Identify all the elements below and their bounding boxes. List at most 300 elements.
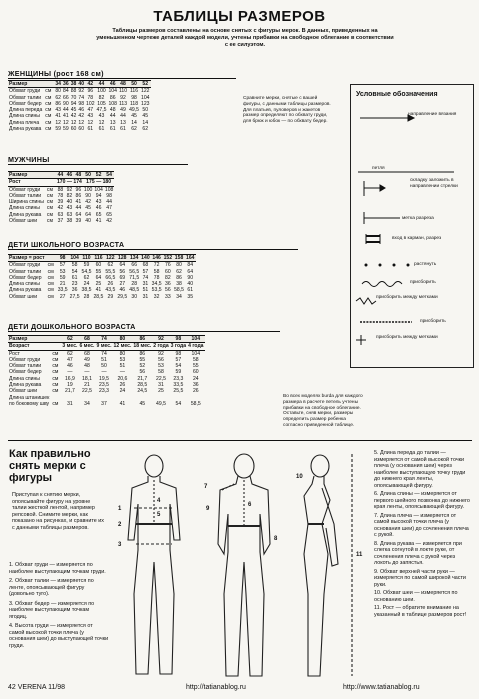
cell: 24: [192, 375, 199, 382]
step-5: 5. Длина переда до талии — измеряется от самой высокой точки плеча (у основания шеи) через наиболее выступающую точку груди до нижнего края ленты, опоясывающей фигуру.: [374, 450, 466, 489]
cell: 6 мес.: [79, 343, 95, 350]
row-label: Длина штанишек: [9, 394, 50, 401]
howto-steps-right: [374, 450, 472, 618]
cell: 24: [83, 281, 90, 288]
gather-wave-icon: [362, 282, 402, 287]
cell: 46: [78, 107, 85, 114]
cell: см: [46, 192, 53, 199]
cell: 43,5: [105, 287, 116, 294]
cell: 98: [57, 255, 69, 262]
cell: 3 года: [170, 343, 187, 350]
cell: 86: [176, 274, 182, 281]
mark-9: 9: [206, 506, 210, 512]
cell: 74: [142, 274, 149, 281]
cell: 55: [139, 356, 146, 363]
mark-3: 3: [118, 542, 122, 548]
cell: 146: [152, 255, 161, 261]
cell: 61: [109, 126, 116, 133]
cell: 54,5: [81, 268, 92, 275]
cell: 82: [98, 94, 105, 101]
cell: 100: [97, 88, 106, 95]
cell: 46: [66, 172, 73, 178]
cell: 66: [63, 94, 69, 101]
cell: 12: [63, 119, 69, 126]
cell: 48: [84, 363, 90, 370]
cell: 86: [75, 192, 82, 199]
cell: 58: [71, 262, 78, 269]
cell: 64: [95, 274, 102, 281]
cell: 72: [153, 262, 160, 269]
cell: 48: [109, 107, 116, 114]
row-label: Длина рукава: [9, 211, 42, 218]
cell: 44: [63, 107, 69, 114]
cell: 134: [129, 255, 139, 261]
cell: 152: [163, 255, 173, 261]
cell: 42: [57, 205, 64, 212]
cell: 33,5: [173, 382, 184, 389]
cell: 56: [164, 287, 171, 294]
women-note: Сравните мерки, снятые с вашей фигуры, с данными таблицы размеров. Для платьев, пуловеров и жакетов размер определяют по обхвату груди, для брюк и юбок — по обхвату бедер.: [243, 96, 331, 125]
row-label: Длина спины: [9, 375, 40, 382]
cell: см: [45, 107, 52, 114]
cell: 47: [106, 205, 112, 212]
cell: 44: [96, 81, 108, 88]
cell: 40: [66, 199, 73, 206]
figure-illustrations: [108, 444, 368, 684]
cell: 33,5: [57, 287, 68, 294]
divider: [8, 249, 298, 250]
step-3: 3. Обхват бедер — измеряется по наиболее выступающим точкам ягодиц.: [9, 600, 95, 620]
cell: 45: [85, 205, 91, 212]
cell: 84: [187, 262, 194, 269]
mark-7: 7: [204, 484, 208, 490]
cell: 23: [71, 281, 78, 288]
cell: 69: [119, 274, 126, 281]
cell: 58,5: [190, 400, 201, 407]
row-label: Обхват талии: [9, 192, 42, 199]
cell: 42: [106, 218, 112, 225]
row-label: Возраст: [8, 343, 51, 350]
cell: 68: [78, 336, 95, 343]
step-6: 6. Длина спины — измеряется от первого шейного позвонка до нижнего края ленты, опоясывающей фигуру.: [374, 491, 470, 510]
cell: 90: [187, 274, 194, 281]
cell: 55,5: [105, 268, 116, 275]
cell: 94: [70, 100, 77, 107]
cell: 47: [67, 356, 73, 363]
cell: 40: [78, 81, 85, 87]
cell: 57: [142, 268, 149, 275]
cell: 64: [75, 211, 82, 218]
cell: 25: [158, 388, 164, 395]
cell: [51, 343, 61, 350]
cell: 32: [153, 293, 160, 300]
cell: 123: [141, 100, 150, 107]
cell: 26: [119, 382, 126, 389]
row-label: Длина рукава: [9, 126, 42, 133]
row-label: Длина рукава: [9, 382, 42, 389]
cell: см: [52, 388, 59, 395]
back-figure-icon: [218, 454, 270, 676]
cell: 70: [70, 94, 77, 101]
cell: 80: [55, 88, 62, 95]
cell: 98: [78, 100, 85, 107]
cell: 37: [101, 400, 107, 407]
row-label: Длина спины: [9, 281, 40, 288]
cell: см: [52, 400, 59, 407]
cell: 27: [59, 293, 66, 300]
cell: 45: [139, 400, 146, 407]
cell: 24: [119, 388, 126, 395]
table-row: [8, 88, 151, 95]
cell: [44, 81, 54, 88]
cell: 66,5: [105, 274, 116, 281]
cell: см: [46, 199, 53, 206]
cell: 57: [59, 262, 66, 269]
cell: 118: [129, 100, 139, 107]
step-11: 11. Рост — обратите внимание на указанный в таблице размеров рост!: [374, 605, 467, 618]
cell: 50: [101, 363, 107, 370]
cell: 28: [83, 293, 90, 300]
cell: 41: [55, 113, 62, 120]
cell: 66: [131, 262, 138, 269]
cell: 36: [192, 382, 199, 389]
cell: 96: [75, 186, 82, 193]
cell: 24,5: [137, 388, 148, 395]
cell: 12: [55, 119, 62, 126]
cell: —: [67, 369, 73, 376]
cell: 23,5: [99, 382, 109, 389]
mark-2: 2: [118, 522, 122, 528]
table-row: [8, 369, 205, 375]
page-number: 42 VERENA 11/98: [8, 684, 66, 691]
cell: 34: [176, 293, 182, 300]
cell: см: [47, 281, 54, 288]
cell: см: [52, 350, 59, 357]
cell: 65: [106, 211, 112, 218]
cell: 104: [94, 186, 103, 193]
cell: 52: [139, 363, 146, 370]
cell: 44: [120, 113, 126, 120]
step-4: 4. Высота груди — измеряется от самой высокой точки плеча (у основания шеи) до выступающей точки груди.: [9, 623, 109, 649]
cell: 20,6: [117, 375, 128, 382]
cell: 52: [140, 81, 151, 88]
cell: 104: [141, 94, 150, 101]
cell: 108: [108, 100, 117, 107]
cell: см: [45, 126, 52, 133]
cell: 26: [107, 281, 114, 288]
cell: 58: [153, 268, 160, 275]
cell: 140: [141, 255, 150, 261]
cell: 62: [61, 336, 78, 343]
cell: 37: [57, 218, 64, 225]
step-2: 2. Обхват талии — измеряется по ленте, опоясывающей фигуру (довольно туго).: [9, 578, 94, 597]
cell: 56,5: [129, 268, 140, 275]
cell: 23,3: [99, 388, 109, 395]
cell: 45: [142, 113, 149, 120]
front-figure-icon: [128, 455, 180, 674]
cell: 62: [67, 350, 73, 357]
cell: 65: [95, 211, 102, 218]
cell: 78: [57, 192, 64, 199]
cell: 41: [95, 287, 102, 294]
row-label: Обхват бедер: [9, 369, 42, 376]
cell: 13: [120, 119, 126, 126]
divider: [8, 331, 280, 332]
cell: [47, 255, 57, 262]
cell: 61: [98, 126, 105, 133]
row-label: Обхват груди: [9, 356, 41, 363]
cell: 54: [104, 172, 115, 179]
cell: 2 года: [153, 343, 169, 350]
cell: 61: [87, 126, 94, 133]
cell: 31: [142, 281, 149, 288]
cell: 100: [83, 186, 93, 193]
watermark-center: http://tatianablog.ru: [186, 684, 246, 691]
cell: см: [46, 211, 53, 218]
cell: 56: [158, 356, 164, 363]
howto-steps-left: [9, 562, 109, 649]
cell: 90: [85, 192, 91, 199]
cell: 164: [186, 255, 195, 261]
cell: 60: [164, 268, 171, 275]
cell: 96: [87, 88, 94, 95]
header-row: [8, 255, 196, 262]
cell: 105: [97, 100, 106, 107]
cell: 86: [109, 94, 116, 101]
cell: 31: [158, 382, 164, 389]
cell: 63: [66, 211, 73, 218]
cell: 44: [109, 113, 116, 120]
table-row: [8, 294, 196, 300]
cell: 16,9: [64, 375, 75, 382]
cell: 58: [192, 356, 199, 363]
header-row: [8, 336, 205, 343]
step-1: 1. Обхват груди — измеряется по наиболее выступающим точкам груди.: [9, 562, 106, 575]
cell: 41: [75, 199, 82, 206]
cell: 80: [176, 262, 182, 269]
cell: 94: [95, 192, 102, 199]
cell: см: [46, 218, 53, 225]
legend-item-cut-mark: метка разреза: [402, 216, 434, 221]
cell: 158: [174, 255, 184, 261]
row-label: Обхват бедер: [9, 274, 42, 281]
cell: 54: [175, 400, 182, 407]
cell: 80: [119, 350, 126, 357]
legend-item-loop: петля: [372, 166, 385, 171]
cell: 28: [131, 281, 138, 288]
cell: 38,5: [81, 287, 92, 294]
cell: 110: [118, 88, 128, 95]
cell: 59: [83, 262, 90, 269]
cell: 64: [85, 211, 91, 218]
cell: 68: [142, 262, 149, 269]
cell: 86: [132, 336, 152, 343]
cell: 34: [84, 400, 90, 407]
cell: 27: [119, 281, 126, 288]
sub-header-row: [8, 343, 205, 350]
cell: 35: [187, 293, 194, 300]
cell: 122: [141, 88, 150, 95]
row-label: Ширина спины: [9, 199, 44, 206]
cell: 59: [175, 369, 182, 376]
cell: 110: [82, 255, 91, 261]
row-label: Длина спины: [9, 113, 40, 120]
cell: 60: [192, 369, 199, 376]
legend-item-gather-marks: присборить между метками: [376, 295, 438, 300]
cell: см: [45, 94, 52, 101]
cell: 36: [71, 287, 78, 294]
cell: 47,5: [96, 107, 107, 114]
cell: см: [52, 356, 59, 363]
cell: 61: [120, 126, 126, 133]
cell: 104: [108, 88, 117, 95]
cell: 49: [120, 107, 126, 114]
row-label: Рост: [8, 179, 46, 186]
preschool-note: Во всех моделях burda для каждого размера в расчете петель учтены прибавки на свободное облегание. Оставьте, сняв мерки, размеры определить размер ребенка согласно приведенной таблице.: [283, 394, 363, 428]
cell: 4 года: [188, 343, 204, 350]
cell: 46: [107, 81, 118, 88]
cell: 61: [71, 274, 78, 281]
table-row: [8, 350, 205, 357]
row-label: Обхват талии: [9, 268, 42, 275]
men-size-table: [8, 171, 114, 224]
watermark-right: http://www.tatianablog.ru: [343, 684, 420, 691]
cell: 49: [84, 356, 90, 363]
cell: 175 — 180: [83, 179, 115, 186]
howto-title: Как правильно снять мерки с фигуры: [9, 448, 91, 484]
row-label: Обхват шеи: [9, 218, 38, 225]
cell: 38: [66, 218, 73, 225]
cell: 48: [118, 81, 128, 88]
cell: 44: [57, 172, 64, 178]
stretch-dots-icon: [365, 264, 409, 266]
cell: 43: [98, 113, 105, 120]
cell: 53,5: [151, 287, 162, 294]
cell: 46: [67, 363, 73, 370]
cell: 51: [101, 356, 107, 363]
cell: 41: [63, 113, 69, 120]
cell: 98: [170, 336, 187, 343]
cell: 90: [63, 100, 69, 107]
legend-item-pocket: вход в карман, разрез: [392, 236, 442, 241]
cell: —: [119, 369, 125, 376]
cell: 46: [95, 205, 102, 212]
cell: 43: [95, 199, 102, 206]
cell: см: [45, 100, 52, 107]
cell: см: [46, 186, 53, 193]
cell: 41: [95, 218, 102, 225]
cell: см: [47, 262, 54, 269]
cell: 88: [70, 88, 77, 95]
cell: 92: [158, 350, 164, 357]
gather-marks-icon: [356, 298, 376, 304]
cell: 54: [175, 363, 182, 370]
cell: 43: [66, 205, 73, 212]
cell: 29,5: [117, 293, 128, 300]
cell: 22,5: [81, 388, 92, 395]
cell: 26: [192, 388, 199, 395]
legend-symbols: [350, 84, 474, 368]
cell: 12: [70, 119, 77, 126]
cell: 12: [78, 119, 85, 126]
men-section-title: МУЖЧИНЫ: [8, 155, 50, 164]
cell: 76: [164, 262, 171, 269]
cell: 13: [109, 119, 116, 126]
row-label: Обхват груди: [9, 262, 41, 269]
cell: 45: [131, 113, 137, 120]
cell: [46, 179, 56, 186]
row-label: Обхват шеи: [9, 388, 38, 395]
cell: 92: [120, 94, 126, 101]
cell: 62: [55, 94, 62, 101]
cell: 80: [113, 336, 133, 343]
cell: см: [46, 205, 53, 212]
cell: [46, 172, 56, 179]
row-label: Обхват талии: [9, 94, 42, 101]
cell: 63: [57, 211, 64, 218]
cell: см: [47, 293, 54, 300]
cell: 3 мес.: [62, 343, 78, 350]
cell: 33: [164, 293, 171, 300]
cell: 51: [119, 363, 126, 370]
row-label: Обхват груди: [9, 88, 41, 95]
cell: 82: [164, 274, 171, 281]
row-label: Размер: [8, 172, 46, 179]
table-row: [8, 218, 114, 224]
cell: 31: [67, 400, 73, 407]
cell: 38: [70, 81, 77, 87]
cell: 50: [128, 81, 140, 88]
cell: см: [52, 363, 59, 370]
cell: 88: [57, 186, 64, 193]
cell: 12 мес.: [113, 343, 132, 350]
cell: 9 мес.: [96, 343, 112, 350]
table-row: [8, 262, 196, 269]
divider: [8, 164, 188, 165]
cell: 53: [59, 268, 66, 275]
cell: 55: [95, 268, 102, 275]
step-7: 7. Длина плеча — измеряется от самой высокой точки плеча (у основания шеи) до сочленения плеча с рукой.: [374, 512, 469, 538]
row-label: Длина спины: [9, 205, 40, 212]
cell: 62: [142, 126, 149, 133]
cell: 98: [106, 192, 112, 199]
mark-5: 5: [157, 512, 161, 518]
cell: 28,5: [93, 293, 104, 300]
row-label: Длина рукава: [9, 287, 42, 294]
cell: 34,5: [151, 281, 162, 288]
cell: 14: [142, 119, 149, 126]
cell: 55: [192, 363, 199, 370]
row-label: Длина переда: [9, 107, 43, 114]
cell: 38: [176, 281, 182, 288]
cell: 47: [87, 107, 94, 114]
side-figure-icon: [304, 454, 352, 676]
cell: 56: [119, 268, 126, 275]
cell: 21: [84, 382, 90, 389]
cell: 92: [152, 336, 169, 343]
cell: 128: [118, 255, 127, 261]
cell: 104: [191, 350, 201, 357]
cell: см: [45, 113, 52, 120]
row-label: Рост: [9, 350, 20, 357]
cell: 104: [70, 255, 79, 261]
cell: 45: [70, 107, 77, 114]
cell: 21,7: [64, 388, 75, 395]
row-label: Обхват шеи: [9, 293, 38, 300]
cell: 41: [119, 400, 126, 407]
cell: 61: [187, 287, 194, 294]
header-row: [8, 172, 114, 179]
